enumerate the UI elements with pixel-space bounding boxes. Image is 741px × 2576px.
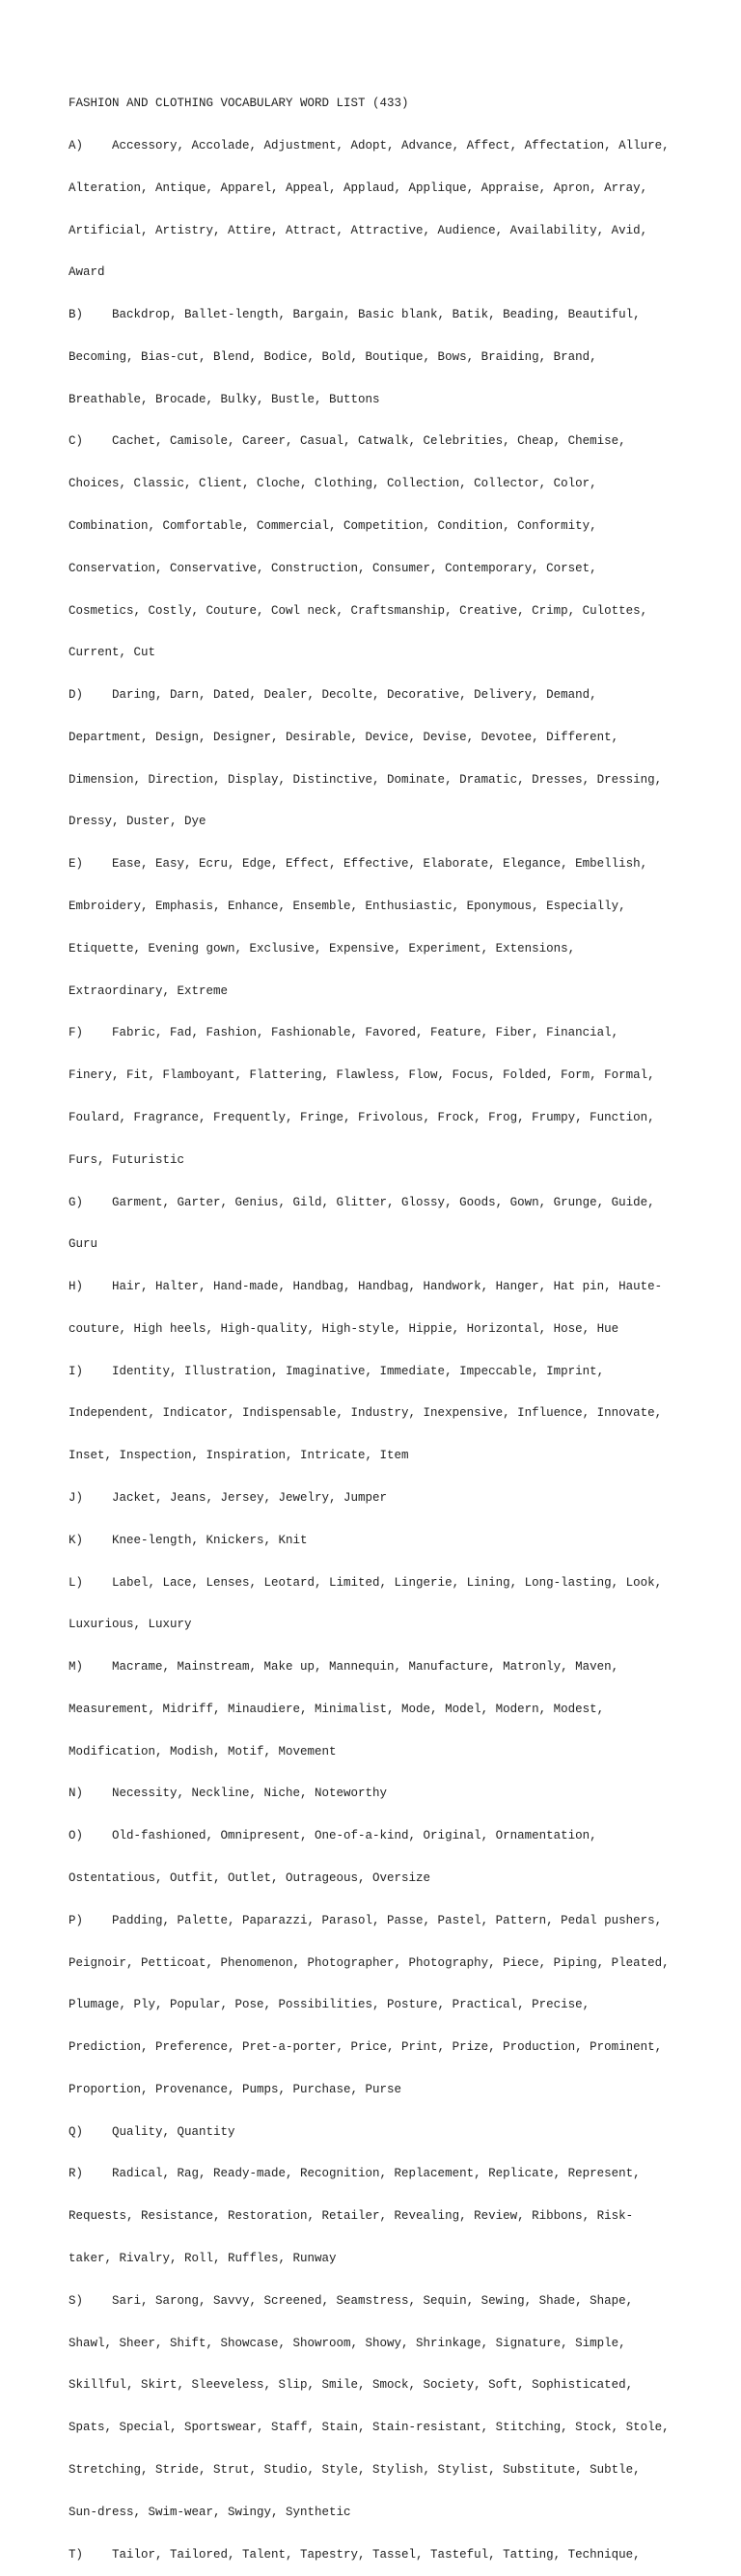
text-line: Sun-dress, Swim-wear, Swingy, Synthetic: [69, 2505, 351, 2519]
text-line: L) Label, Lace, Lenses, Leotard, Limited, Lingerie, Lining, Long-lasting, Look,: [69, 1575, 663, 1590]
text-line: Finery, Fit, Flamboyant, Flattering, Flawless, Flow, Focus, Folded, Form, Formal,: [69, 1068, 655, 1083]
text-line: Spats, Special, Sportswear, Staff, Stain, Stain-resistant, Stitching, Stock, Stole,: [69, 2421, 670, 2435]
text-line: C) Cachet, Camisole, Career, Casual, Catwalk, Celebrities, Cheap, Chemise,: [69, 434, 626, 449]
text-line: O) Old-fashioned, Omnipresent, One-of-a-kind, Original, Ornamentation,: [69, 1829, 597, 1843]
text-line: S) Sari, Sarong, Savvy, Screened, Seamstress, Sequin, Sewing, Shade, Shape,: [69, 2293, 634, 2308]
text-line: P) Padding, Palette, Paparazzi, Parasol, Passe, Pastel, Pattern, Pedal pushers,: [69, 1913, 663, 1927]
text-line: Inset, Inspection, Inspiration, Intricate, Item: [69, 1449, 409, 1463]
text-line: couture, High heels, High-quality, High-style, Hippie, Horizontal, Hose, Hue: [69, 1321, 619, 1336]
text-line: Department, Design, Designer, Desirable, Device, Devise, Devotee, Different,: [69, 730, 619, 744]
text-line: Cosmetics, Costly, Couture, Cowl neck, Craftsmanship, Creative, Crimp, Culottes,: [69, 603, 648, 618]
text-line: Plumage, Ply, Popular, Pose, Possibilities, Posture, Practical, Precise,: [69, 1998, 590, 2012]
text-line: Ostentatious, Outfit, Outlet, Outrageous, Oversize: [69, 1871, 431, 1885]
text-line: Breathable, Brocade, Bulky, Bustle, Buttons: [69, 392, 380, 406]
text-line: Extraordinary, Extreme: [69, 983, 229, 998]
text-line: Measurement, Midriff, Minaudiere, Minimalist, Mode, Model, Modern, Modest,: [69, 1702, 605, 1716]
text-line: Etiquette, Evening gown, Exclusive, Expensive, Experiment, Extensions,: [69, 941, 576, 956]
text-line: Luxurious, Luxury: [69, 1618, 192, 1632]
text-line: K) Knee-length, Knickers, Knit: [69, 1533, 308, 1547]
text-line: E) Ease, Easy, Ecru, Edge, Effect, Effective, Elaborate, Elegance, Embellish,: [69, 857, 648, 872]
text-line: Modification, Modish, Motif, Movement: [69, 1744, 337, 1759]
text-line: Conservation, Conservative, Construction, Consumer, Contemporary, Corset,: [69, 561, 597, 575]
text-line: Furs, Futuristic: [69, 1152, 185, 1167]
text-line: Q) Quality, Quantity: [69, 2124, 235, 2139]
text-line: Current, Cut: [69, 646, 156, 660]
document-title: FASHION AND CLOTHING VOCABULARY WORD LIST (433): [69, 97, 409, 111]
text-line: Becoming, Bias-cut, Blend, Bodice, Bold, Boutique, Bows, Braiding, Brand,: [69, 349, 597, 364]
text-line: Shawl, Sheer, Shift, Showcase, Showroom, Showy, Shrinkage, Signature, Simple,: [69, 2336, 626, 2350]
text-line: Alteration, Antique, Apparel, Appeal, Applaud, Applique, Appraise, Apron, Array,: [69, 180, 648, 195]
text-line: B) Backdrop, Ballet-length, Bargain, Basic blank, Batik, Beading, Beautiful,: [69, 308, 641, 322]
text-line: Independent, Indicator, Indispensable, Industry, Inexpensive, Influence, Innovate,: [69, 1406, 663, 1421]
text-line: Artificial, Artistry, Attire, Attract, Attractive, Audience, Availability, Avid,: [69, 223, 648, 237]
text-line: Stretching, Stride, Strut, Studio, Style, Stylish, Stylist, Substitute, Subtle,: [69, 2462, 641, 2477]
text-line: Proportion, Provenance, Pumps, Purchase, Purse: [69, 2082, 402, 2096]
text-line: J) Jacket, Jeans, Jersey, Jewelry, Jumper: [69, 1490, 388, 1505]
text-line: T) Tailor, Tailored, Talent, Tapestry, Tassel, Tasteful, Tatting, Technique,: [69, 2547, 641, 2562]
text-line: Skillful, Skirt, Sleeveless, Slip, Smile, Smock, Society, Soft, Sophisticated,: [69, 2378, 634, 2393]
text-line: I) Identity, Illustration, Imaginative, Immediate, Impeccable, Imprint,: [69, 1364, 605, 1378]
text-line: Prediction, Preference, Pret-a-porter, Price, Print, Prize, Production, Prominent,: [69, 2040, 663, 2055]
text-line: Peignoir, Petticoat, Phenomenon, Photographer, Photography, Piece, Piping, Pleated,: [69, 1955, 670, 1970]
text-line: Embroidery, Emphasis, Enhance, Ensemble, Enthusiastic, Eponymous, Especially,: [69, 900, 626, 914]
text-line: H) Hair, Halter, Hand-made, Handbag, Handbag, Handwork, Hanger, Hat pin, Haute-: [69, 1280, 663, 1294]
text-line: N) Necessity, Neckline, Niche, Noteworthy: [69, 1787, 388, 1801]
text-line: G) Garment, Garter, Genius, Gild, Glitter, Glossy, Goods, Gown, Grunge, Guide,: [69, 1195, 655, 1209]
text-line: M) Macrame, Mainstream, Make up, Mannequin, Manufacture, Matronly, Maven,: [69, 1660, 619, 1675]
text-line: Dressy, Duster, Dye: [69, 815, 206, 829]
text-line: taker, Rivalry, Roll, Ruffles, Runway: [69, 2252, 337, 2266]
text-line: R) Radical, Rag, Ready-made, Recognition, Replacement, Replicate, Represent,: [69, 2167, 641, 2181]
text-line: Requests, Resistance, Restoration, Retailer, Revealing, Review, Ribbons, Risk-: [69, 2209, 634, 2224]
text-line: F) Fabric, Fad, Fashion, Fashionable, Favored, Feature, Fiber, Financial,: [69, 1026, 619, 1040]
text-line: Award: [69, 265, 105, 280]
text-line: Guru: [69, 1237, 98, 1252]
text-line: D) Daring, Darn, Dated, Dealer, Decolte, Decorative, Delivery, Demand,: [69, 688, 597, 703]
text-line: Choices, Classic, Client, Cloche, Clothing, Collection, Collector, Color,: [69, 477, 597, 491]
document-body: [69, 69, 686, 2576]
text-line: A) Accessory, Accolade, Adjustment, Adopt, Advance, Affect, Affectation, Allure,: [69, 138, 670, 152]
text-line: Foulard, Fragrance, Frequently, Fringe, Frivolous, Frock, Frog, Frumpy, Function,: [69, 1110, 655, 1124]
text-line: Combination, Comfortable, Commercial, Competition, Condition, Conformity,: [69, 519, 597, 533]
text-line: Dimension, Direction, Display, Distinctive, Dominate, Dramatic, Dresses, Dressing,: [69, 772, 663, 787]
